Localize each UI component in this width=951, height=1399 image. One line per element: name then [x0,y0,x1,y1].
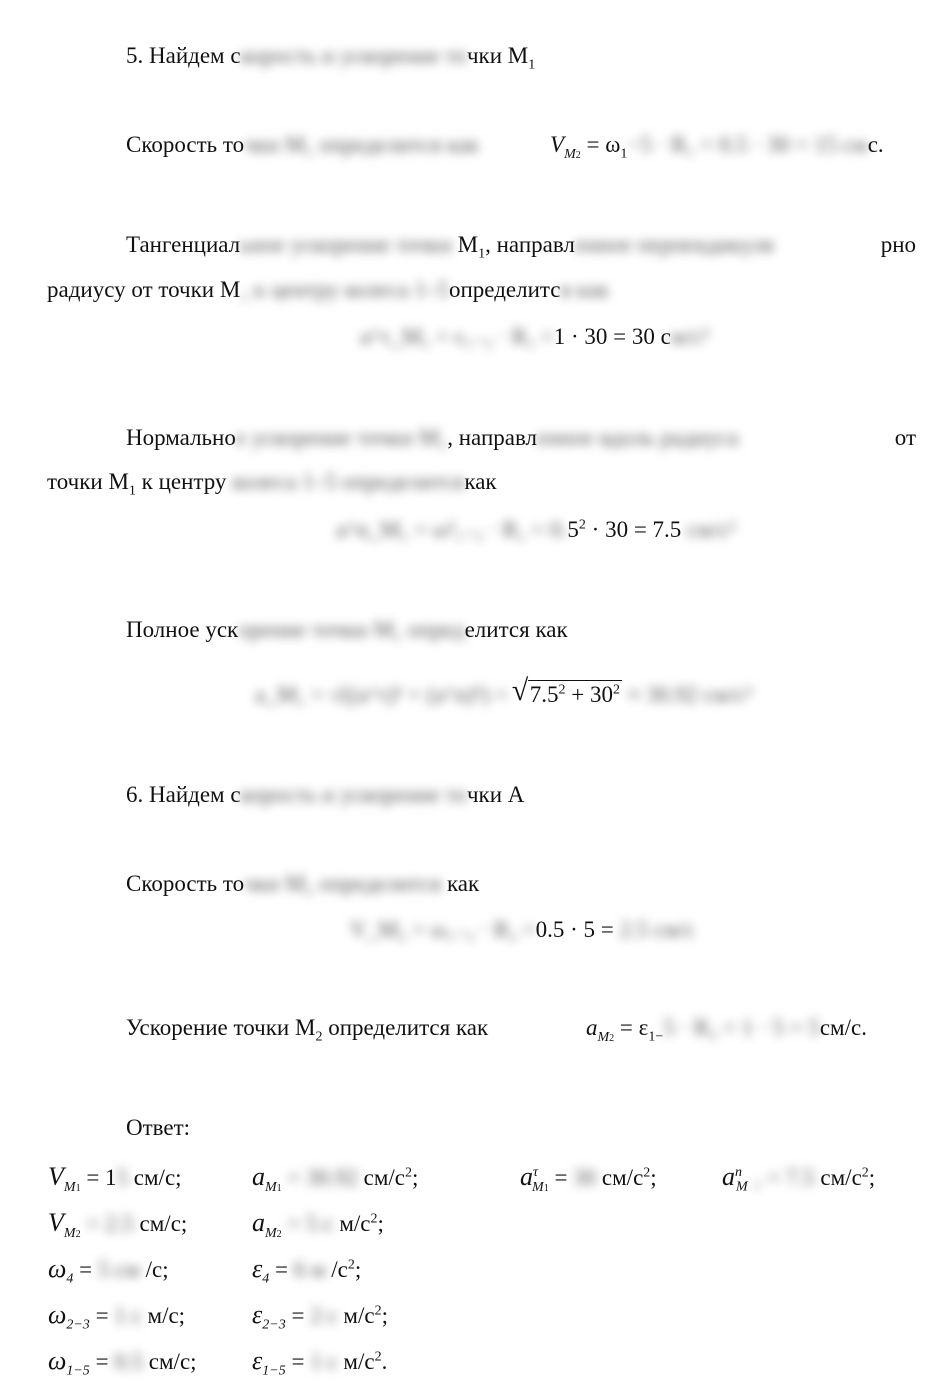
tangential-line-2 [47,278,609,301]
blurred-text: a_M₁ = √((a^τ)² + (a^n)²) = [255,682,508,707]
answer-item [48,1300,186,1333]
subscript-main: 1−5 [66,1363,90,1379]
answer-unit: см/с; [148,1349,197,1374]
blurred-text: 30 [573,1165,597,1190]
answer-symbol: ε [252,1346,263,1375]
paragraph-text: точки M [47,469,129,494]
blurred-text: е ускорение точки M₁ [235,425,448,450]
subscript: 2 [575,149,581,161]
blurred-text: чки M₂ определится [244,871,442,896]
formula-value: 0.5 · 5 = [535,917,614,942]
paragraph-text: как [464,469,497,494]
section-6-heading [126,783,524,806]
subscript [262,1272,269,1287]
formula-unit: см/с. [819,1015,867,1040]
normal-formula [336,518,735,541]
paragraph-text: определитс [449,277,561,302]
answer-symbol: ω [48,1346,67,1375]
blurred-text: корость и ускорение то [240,43,467,68]
blurred-text: = 2.5 [86,1211,134,1236]
subscript-index: 1 [75,1182,81,1194]
answer-equals: = [86,1165,100,1190]
paragraph-text: как [446,871,480,896]
answer-symbol: a [722,1162,735,1191]
superscript: 2 [374,1349,382,1365]
subscript-index: 1 [543,1182,549,1194]
subscript: 2 [315,1029,323,1045]
heading-visible-text: 6. Найдем с [126,782,241,807]
answer-unit: м/с; [147,1303,186,1328]
formula-operator: = ω [586,132,621,157]
speed-m1-paragraph [126,133,479,156]
answer-item [48,1162,182,1195]
superscript: 2 [578,517,586,533]
answer-item [252,1208,384,1241]
paragraph-text: елится как [464,617,568,642]
subscript-index: 2 [75,1228,81,1240]
speed-m2-paragraph [126,872,479,895]
blurred-text: = 5 с [287,1211,334,1236]
subscript [66,1272,73,1287]
formula-operator: = ε [619,1015,649,1040]
blurred-text: 5 [116,1165,129,1190]
blurred-text: ₁ = 7.5 [753,1165,815,1190]
answer-unit: см/с; [133,1165,182,1190]
subscript [736,1180,748,1195]
superscript: 2 [405,1165,413,1181]
answer-item [48,1254,169,1287]
paragraph-text: Тангенциал [126,232,241,257]
subscript-main: M [265,1179,277,1195]
answer-item [520,1162,657,1195]
speed-m2-formula [350,918,695,941]
answer-symbol: a [252,1208,265,1237]
subscript-main: 2−3 [66,1317,90,1333]
blurred-text: чки M₁ определится как [244,132,480,157]
acceleration-m2-paragraph [126,1015,489,1045]
blurred-text: 2.5 см/с [619,917,696,942]
answer-item [252,1254,362,1287]
answer-punctuation: ; [354,1257,362,1282]
answer-symbol: ω [48,1254,67,1283]
answer-label: Ответ: [126,1115,191,1140]
subscript-main: 4 [66,1271,74,1287]
formula-value: 7.5 [529,682,559,707]
answer-punctuation: ; [377,1211,384,1236]
answer-punctuation: . [381,1349,388,1374]
heading-visible-text: чки M [466,43,529,68]
paragraph-text: Ускорение точки M [126,1015,316,1040]
tangential-line-1 [126,232,916,262]
subscript-main: 4 [262,1271,270,1287]
formula-value: + 30 [571,682,613,707]
answer-equals: = [275,1257,288,1282]
answer-punctuation: ; [412,1165,419,1190]
paragraph-text: , направл [485,232,575,257]
blurred-text: a^τ_M₁ = ε₁₋₅ · R₁ = [360,324,554,349]
formula-symbol: a [586,1015,598,1040]
subscript [64,1226,81,1241]
subscript: 2 [609,1032,615,1044]
paragraph-text: Полное уск [126,617,239,642]
square-root-icon [514,680,622,706]
blurred-text: я как [560,277,609,302]
answer-value: 1 [105,1165,117,1190]
answer-equals: = [95,1349,109,1374]
superscript: 2 [612,682,620,698]
blurred-text: a^n_M₁ = ω²₁₋₅ · R₁ = 0. [336,517,568,542]
subscript-main: M [63,1179,76,1195]
answer-symbol: a [252,1162,265,1191]
answer-unit: м/с [343,1349,375,1374]
blurred-text: = 30.92 [287,1165,358,1190]
blurred-text: корость и ускорение то [240,782,467,807]
answer-unit: см/с [820,1165,862,1190]
paragraph-text: рно [880,232,916,257]
answer-symbol: ε [252,1300,263,1329]
blurred-text: м/с² [670,324,709,349]
formula-symbol: V [550,132,565,157]
subscript-main: 2−3 [262,1317,286,1333]
paragraph-text: Скорость то [126,132,245,157]
answer-unit: м/с [339,1211,371,1236]
blurred-text: 5 см [97,1257,140,1282]
superscript: τ [533,1165,539,1181]
section-5-heading [126,43,536,73]
answer-punctuation: ; [381,1303,388,1328]
paragraph-text: M [457,232,479,257]
superscript: 2 [558,682,566,698]
blurred-text: ≈ 30.92 см/с² [627,682,752,707]
heading-visible-text: чки A [466,782,525,807]
blurred-text: орение точки M₁ опред [238,617,465,642]
subscript [262,1318,285,1333]
answer-item [48,1346,197,1379]
subscript: 1 [128,483,136,499]
subscript-main: 1−5 [262,1363,286,1379]
paragraph-text: Нормально [126,425,236,450]
blurred-text: колеса 1–5 определится [232,469,465,494]
blurred-text: ьное ускорение точки [240,232,452,257]
subscript [64,1180,81,1195]
answer-equals: = [291,1303,305,1328]
answer-symbol: V [48,1208,64,1237]
formula-value: 1 · 30 = 30 [553,324,655,349]
subscript-main: M [736,1179,748,1195]
subscript [265,1180,282,1195]
formula-value: · 30 = 7.5 [591,517,682,542]
blurred-text: −5 · R₁ = 0.5 · 30 = 15 см [627,132,868,157]
subscript [265,1226,282,1241]
superscript: 2 [347,1257,355,1273]
answer-unit: /с [331,1257,348,1282]
answer-item [252,1162,419,1195]
answer-item [252,1300,388,1333]
blurred-text: ₁ к центру колеса 1–5 [240,277,449,302]
blurred-text: 1 с [310,1349,338,1374]
superscript: 2 [370,1211,378,1227]
answer-unit: см/с [601,1165,644,1190]
answer-equals: = [95,1303,109,1328]
subscript: 1− [648,1029,664,1045]
blurred-text: V_M₂ = ω₁₋₅ · R₂ = [350,917,536,942]
paragraph-text: радиусу от точки M [47,277,241,302]
paragraph-text: к центру [141,469,227,494]
subscript: M [564,146,576,162]
answer-unit: см/с [363,1165,406,1190]
answer-symbol: ω [48,1300,67,1329]
answer-symbol: a [520,1162,533,1191]
subscript [66,1364,89,1379]
tangential-formula [360,325,709,348]
subscript: 1 [620,146,628,162]
answer-equals: = [79,1257,93,1282]
blurred-text: 5 · R₂ = 1 · 5 = 5 [663,1015,820,1040]
answer-unit: /с; [145,1257,169,1282]
paragraph-text: , направл [447,425,538,450]
paragraph-text: Скорость то [126,871,245,896]
subscript: 1 [478,246,486,262]
answer-unit: см/с; [139,1211,188,1236]
blurred-text: см/с² [687,517,736,542]
subscript [66,1318,89,1333]
answer-unit: м/с [343,1303,375,1328]
formula-unit: с. [867,132,884,157]
normal-line-1 [126,426,916,449]
subscript-main: M [265,1225,277,1241]
subscript-index: 2 [276,1228,282,1240]
blurred-text: енное перпендикуля [574,232,774,257]
subscript-index: 1 [276,1182,282,1194]
full-acceleration-paragraph [126,618,568,641]
speed-m1-formula [550,132,884,162]
paragraph-text: определится как [328,1015,489,1040]
answer-symbol: ε [252,1254,263,1283]
superscript: 2 [643,1165,651,1181]
superscript: 2 [861,1165,869,1181]
normal-line-2 [47,469,497,499]
blurred-text: 1 с [114,1303,142,1328]
answer-equals: = [554,1165,568,1190]
superscript: 2 [374,1303,382,1319]
subscript: 1 [528,57,536,73]
blurred-text: 2 с [310,1303,338,1328]
heading-visible-text: 5. Найдем с [126,43,241,68]
formula-value: 5 [567,517,579,542]
blurred-text: 0.5 [114,1349,144,1374]
answer-punctuation: ; [868,1165,876,1190]
superscript: n [735,1165,742,1181]
subscript-main: M [532,1179,544,1195]
subscript-main: M [63,1225,76,1241]
subscript: M [597,1029,610,1045]
answer-item [722,1162,876,1195]
answer-symbol: V [48,1162,64,1191]
paragraph-text: от [894,425,916,450]
full-acceleration-formula [255,680,752,706]
answer-item [48,1208,188,1241]
acceleration-m2-formula [586,1015,867,1045]
formula-unit: с [660,324,671,349]
blurred-text: енное вдоль радиуса [537,425,739,450]
answer-punctuation: ; [650,1165,657,1190]
blurred-text: 6 м [293,1257,326,1282]
subscript [262,1364,285,1379]
subscript [532,1180,549,1195]
answer-equals: = [291,1349,305,1374]
answer-item [252,1346,388,1379]
